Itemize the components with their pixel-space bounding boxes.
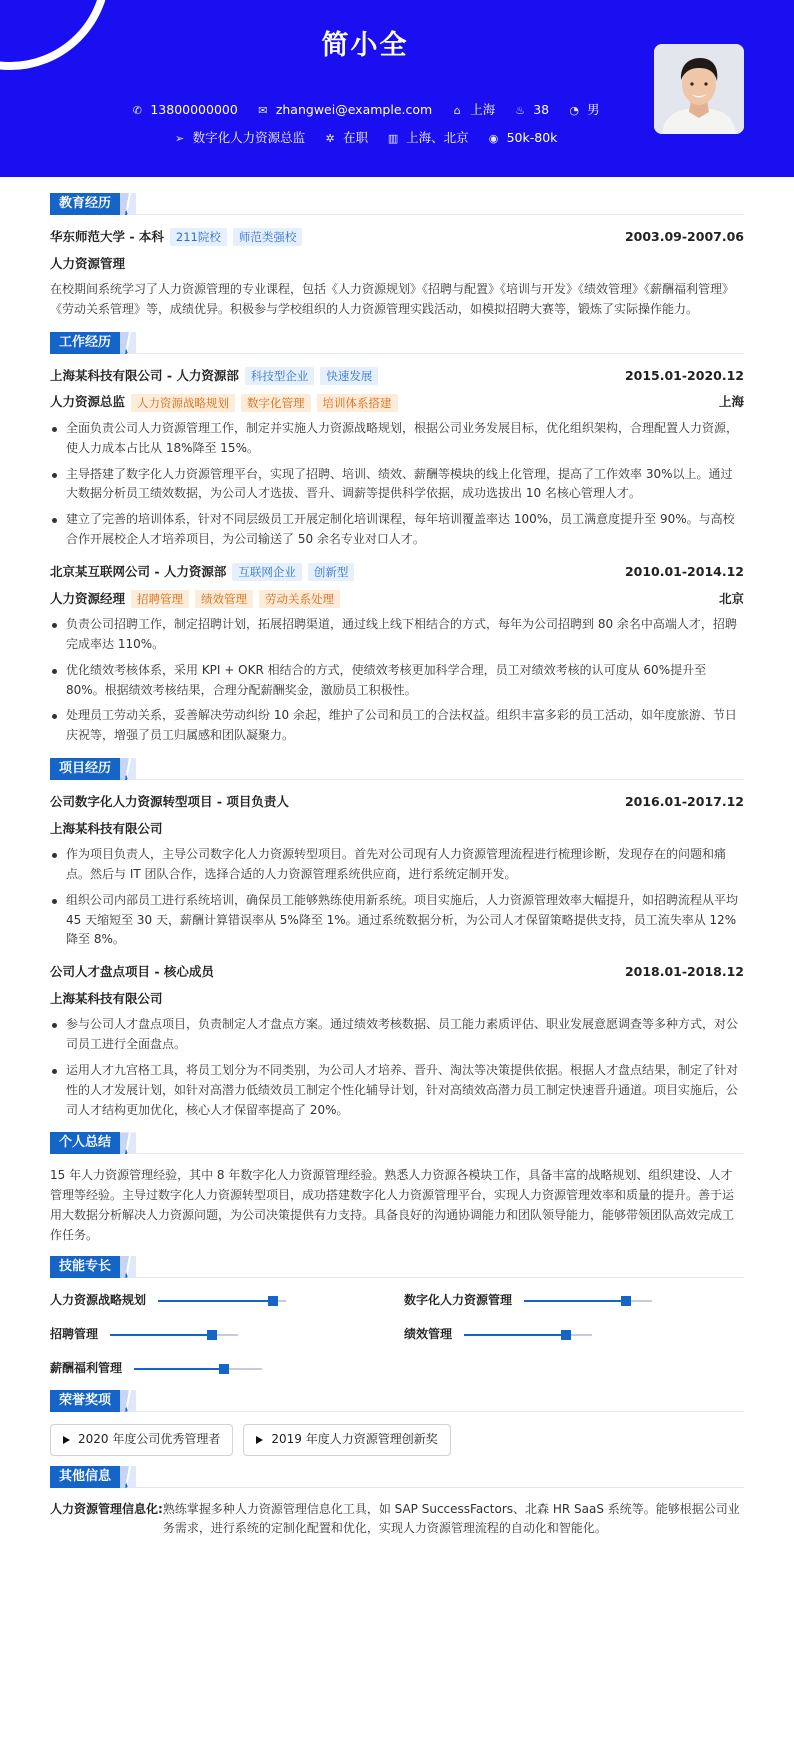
skills-grid xyxy=(50,1290,744,1380)
skill-tag: 绩效管理 xyxy=(195,590,253,608)
other-info-value: 熟练掌握多种人力资源管理信息化工具，如 SAP SuccessFactors、北森 HR SaaS 系统等。能够根据公司业务需求，进行系统的定制化配置和优化，实现人力资源管理流程的自动化和智能化。 xyxy=(162,1501,740,1536)
list-item: 运用人才九宫格工具，将员工划分为不同类别，为公司人才培养、晋升、淘汰等决策提供依据。根据人才盘点结果，制定了针对性的人才发展计划，如针对高潜力低绩效员工制定个性化辅导计划，针对高绩效高潜力员工制定快速晋升通道。项目实施后，公司人才结构更加优化，核心人才保留率提高了 20%。 xyxy=(50,1061,744,1120)
skill-item xyxy=(50,1358,404,1380)
skill-item xyxy=(404,1324,744,1346)
building-icon: ▥ xyxy=(387,132,399,145)
education-item xyxy=(50,227,744,320)
gender-icon: ◔ xyxy=(569,104,579,117)
skill-bar xyxy=(134,1368,262,1370)
summary-section xyxy=(50,1132,744,1245)
status-item: ✲ 在职 xyxy=(323,128,368,149)
education-section xyxy=(50,193,744,320)
skill-tag: 劳动关系处理 xyxy=(259,590,340,608)
education-description: 在校期间系统学习了人力资源管理的专业课程，包括《人力资源规划》《招聘与配置》《培训与开发》《绩效管理》《薪酬福利管理》《劳动关系管理》等，成绩优异。积极参与学校组织的人力资源管理实践活动，如模拟招聘大赛等，锻炼了实际操作能力。 xyxy=(50,282,735,317)
project-org: 上海某科技有限公司 xyxy=(50,990,163,1006)
work-city: 上海 xyxy=(718,394,744,410)
skill-level-marker xyxy=(219,1364,229,1374)
status-icon: ✲ xyxy=(325,132,335,145)
section-title: 工作经历 xyxy=(50,332,120,354)
home-icon: ⌂ xyxy=(453,104,461,117)
section-header xyxy=(50,1132,744,1156)
gender-item: ◔ 男 xyxy=(567,100,600,121)
skill-level-marker xyxy=(561,1330,571,1340)
play-icon xyxy=(256,1436,263,1444)
work-item xyxy=(50,562,744,746)
projects-section xyxy=(50,758,744,1120)
other-info-key: 人力资源管理信息化: xyxy=(50,1501,163,1516)
mail-icon: ✉ xyxy=(258,104,268,117)
project-name: 公司数字化人力资源转型项目 - 项目负责人 xyxy=(50,793,289,809)
section-header xyxy=(50,332,744,356)
phone-icon: ✆ xyxy=(132,104,142,117)
section-title: 其他信息 xyxy=(50,1466,120,1488)
skill-tag: 培训体系搭建 xyxy=(317,394,398,412)
resume-body xyxy=(0,177,794,1539)
section-title: 教育经历 xyxy=(50,193,120,215)
list-item: 主导搭建了数字化人力资源管理平台，实现了招聘、培训、绩效、薪酬等模块的线上化管理，提高了工作效率 30%以上。通过大数据分析员工绩效数据，为公司人才选拔、晋升、调薪等提供科学依据，成功选拔出 10 名核心管理人才。 xyxy=(50,465,744,505)
section-header xyxy=(50,758,744,782)
age-item: ♨ 38 xyxy=(513,100,549,121)
skill-item xyxy=(50,1290,404,1312)
skill-item xyxy=(404,1290,744,1312)
target-role-item: ➢ 数字化人力资源总监 xyxy=(173,128,306,149)
list-item: 优化绩效考核体系，采用 KPI + OKR 相结合的方式，使绩效考核更加科学合理，员工对绩效考核的认可度从 60%提升至 80%。根据绩效考核结果，合理分配薪酬奖金，激励员工积极性。 xyxy=(50,661,744,701)
work-item xyxy=(50,366,744,550)
skill-bar xyxy=(110,1334,238,1336)
section-header xyxy=(50,1466,744,1490)
list-item: 组织公司内部员工进行系统培训，确保员工能够熟练使用新系统。项目实施后，人力资源管理效率大幅提升，如招聘流程从平均 45 天缩短至 30 天，薪酬计算错误率从 5%降至 1%。通过系统数据分析，为公司人才保留策略提供支持，员工流失率从 12%降至 8%。 xyxy=(50,891,744,950)
project-item xyxy=(50,792,744,950)
company-name: 上海某科技有限公司 - 人力资源部 xyxy=(50,367,239,383)
bullet-list xyxy=(50,615,744,746)
skill-bar xyxy=(524,1300,652,1302)
salary-item: ◉ 50k-80k xyxy=(487,128,558,149)
summary-text: 15 年人力资源管理经验，其中 8 年数字化人力资源管理经验。熟悉人力资源各模块工作，具备丰富的战略规划、组织建设、人才管理等经验。主导过数字化人力资源转型项目，成功搭建数字化人力资源管理平台，实现人力资源管理效率和质量的提升。善于运用大数据分析解决人力资源问题，为公司决策提供有力支持。具备良好的沟通协调能力和团队领导能力，能够带领团队高效完成工作任务。 xyxy=(50,1168,735,1242)
date-range: 2018.01-2018.12 xyxy=(624,964,744,980)
candidate-name: 简小全 xyxy=(321,30,409,61)
project-org: 上海某科技有限公司 xyxy=(50,820,163,836)
avatar-photo xyxy=(654,44,744,134)
date-range: 2015.01-2020.12 xyxy=(624,367,744,383)
salary-icon: ◉ xyxy=(488,132,499,145)
work-city: 北京 xyxy=(718,590,744,606)
award-card: 2020 年度公司优秀管理者 xyxy=(50,1424,233,1456)
skill-level-marker xyxy=(268,1296,278,1306)
skill-item xyxy=(50,1324,404,1346)
section-header xyxy=(50,193,744,217)
section-title: 荣誉奖项 xyxy=(50,1390,120,1412)
work-section xyxy=(50,332,744,746)
bullet-list xyxy=(50,419,744,550)
tag: 211院校 xyxy=(170,228,227,246)
project-name: 公司人才盘点项目 - 核心成员 xyxy=(50,964,214,980)
age-icon: ♨ xyxy=(515,104,526,117)
bullet-list xyxy=(50,845,744,950)
major: 人力资源管理 xyxy=(50,255,126,271)
contact-row xyxy=(0,100,730,121)
resume-header xyxy=(0,0,794,177)
avatar xyxy=(654,44,744,134)
list-item: 处理员工劳动关系，妥善解决劳动纠纷 10 余起，维护了公司和员工的合法权益。组织丰富多彩的员工活动，如年度旅游、节日庆祝等，增强了员工归属感和团队凝聚力。 xyxy=(50,706,744,746)
date-range: 2003.09-2007.06 xyxy=(624,229,744,244)
tag: 快速发展 xyxy=(320,367,378,385)
skill-name: 绩效管理 xyxy=(404,1326,453,1341)
list-item: 全面负责公司人力资源管理工作，制定并实施人力资源战略规划，根据公司业务发展目标，优化组织架构，合理配置人力资源，使人力成本占比从 18%降至 15%。 xyxy=(50,419,744,459)
list-item: 负责公司招聘工作，制定招聘计划，拓展招聘渠道，通过线上线下相结合的方式，每年为公司招聘到 80 余名中高端人才，招聘完成率达 110%。 xyxy=(50,615,744,655)
skills-section xyxy=(50,1256,744,1380)
section-title: 项目经历 xyxy=(50,758,120,780)
skill-name: 数字化人力资源管理 xyxy=(404,1292,513,1307)
list-item: 作为项目负责人，主导公司数字化人力资源转型项目。首先对公司现有人力资源管理流程进行梳理诊断，发现存在的问题和痛点。然后与 IT 团队合作，选择合适的人力资源管理系统供应商，进行系统定制开发。 xyxy=(50,845,744,885)
skill-name: 薪酬福利管理 xyxy=(50,1360,123,1375)
section-title: 个人总结 xyxy=(50,1132,120,1154)
skill-name: 人力资源战略规划 xyxy=(50,1292,147,1307)
company-name: 北京某互联网公司 - 人力资源部 xyxy=(50,563,227,579)
section-header xyxy=(50,1390,744,1414)
other-info-row xyxy=(50,1500,744,1540)
job-intent-row xyxy=(0,128,730,149)
date-range: 2016.01-2017.12 xyxy=(624,793,744,809)
list-item: 建立了完善的培训体系，针对不同层级员工开展定制化培训课程，每年培训覆盖率达 100%，员工满意度提升至 90%。与高校合作开展校企人才培养项目，为公司输送了 50 余名专业对口人才。 xyxy=(50,510,744,550)
awards-list xyxy=(50,1424,744,1456)
school-name: 华东师范大学 - 本科 xyxy=(50,229,164,244)
award-card: 2019 年度人力资源管理创新奖 xyxy=(243,1424,450,1456)
location-item: ⌂ 上海 xyxy=(450,100,495,121)
other-section xyxy=(50,1466,744,1540)
skill-level-marker xyxy=(621,1296,631,1306)
tag: 互联网企业 xyxy=(232,563,302,581)
awards-section xyxy=(50,1390,744,1456)
skill-level-marker xyxy=(207,1330,217,1340)
job-title: 人力资源总监 xyxy=(50,394,126,410)
email-item[interactable]: ✉ zhangwei@example.com xyxy=(256,100,432,121)
send-icon: ➢ xyxy=(174,132,185,145)
job-title: 人力资源经理 xyxy=(50,590,126,606)
tag: 科技型企业 xyxy=(245,367,315,385)
tag: 师范类强校 xyxy=(233,228,303,246)
list-item: 参与公司人才盘点项目，负责制定人才盘点方案。通过绩效考核数据、员工能力素质评估、职业发展意愿调查等多种方式，对公司员工进行全面盘点。 xyxy=(50,1015,744,1055)
phone-item: ✆ 13800000000 xyxy=(130,100,237,121)
skill-tag: 数字化管理 xyxy=(241,394,311,412)
tag: 创新型 xyxy=(308,563,355,581)
target-city-item: ▥ 上海、北京 xyxy=(386,128,469,149)
skill-name: 招聘管理 xyxy=(50,1326,99,1341)
bullet-list xyxy=(50,1015,744,1120)
date-range: 2010.01-2014.12 xyxy=(624,563,744,579)
section-title: 技能专长 xyxy=(50,1256,120,1278)
skill-tag: 人力资源战略规划 xyxy=(131,394,235,412)
project-item xyxy=(50,962,744,1120)
skill-bar xyxy=(464,1334,592,1336)
skill-bar xyxy=(158,1300,286,1302)
skill-tag: 招聘管理 xyxy=(131,590,189,608)
section-header xyxy=(50,1256,744,1280)
play-icon xyxy=(63,1436,70,1444)
